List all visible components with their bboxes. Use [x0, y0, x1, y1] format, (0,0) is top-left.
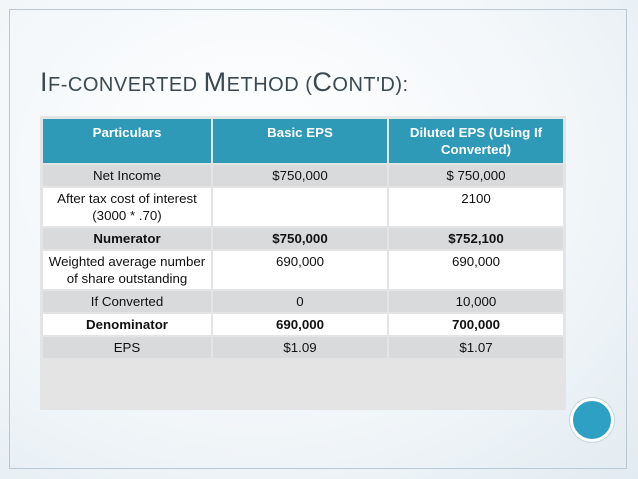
table-cell: 690,000 [389, 251, 563, 291]
table-header-row [43, 119, 563, 165]
table-cell: 0 [213, 291, 389, 314]
title-part: ONT'D): [332, 74, 409, 96]
header-basic-eps: Basic EPS [213, 119, 389, 165]
table-cell: Numerator [43, 228, 213, 251]
table-cell: Net Income [43, 165, 213, 188]
table-cell: $752,100 [389, 228, 563, 251]
table-cell: 10,000 [389, 291, 563, 314]
title-part: F- [48, 74, 68, 96]
title-part: ETHOD ( [226, 74, 313, 96]
table-row [43, 188, 563, 228]
header-particulars: Particulars [43, 119, 213, 165]
table-cell: After tax cost of interest (3000 * .70) [43, 188, 213, 228]
header-diluted-eps: Diluted EPS (Using If Converted) [389, 119, 563, 165]
table-cell: 690,000 [213, 314, 389, 337]
table-cell: 700,000 [389, 314, 563, 337]
table-row [43, 251, 563, 291]
eps-table [43, 119, 563, 360]
title-part: M [203, 67, 227, 97]
table-cell: 2100 [389, 188, 563, 228]
title-part: I [40, 67, 49, 97]
table-row [43, 337, 563, 360]
slide-title [40, 62, 409, 99]
table-cell: Weighted average number of share outstanding [43, 251, 213, 291]
table-row [43, 291, 563, 314]
table-cell: $1.09 [213, 337, 389, 360]
table-cell: 690,000 [213, 251, 389, 291]
table-cell: If Converted [43, 291, 213, 314]
table-row [43, 165, 563, 188]
table-cell [213, 188, 389, 228]
title-part: CONVERTED [67, 74, 204, 96]
table-cell: Denominator [43, 314, 213, 337]
table-row [43, 314, 563, 337]
table-cell: $750,000 [213, 228, 389, 251]
table-cell: $750,000 [213, 165, 389, 188]
table-cell: $1.07 [389, 337, 563, 360]
table-row [43, 228, 563, 251]
accent-circle [570, 398, 614, 442]
table-cell: EPS [43, 337, 213, 360]
title-part: C [312, 67, 333, 97]
table-cell: $ 750,000 [389, 165, 563, 188]
